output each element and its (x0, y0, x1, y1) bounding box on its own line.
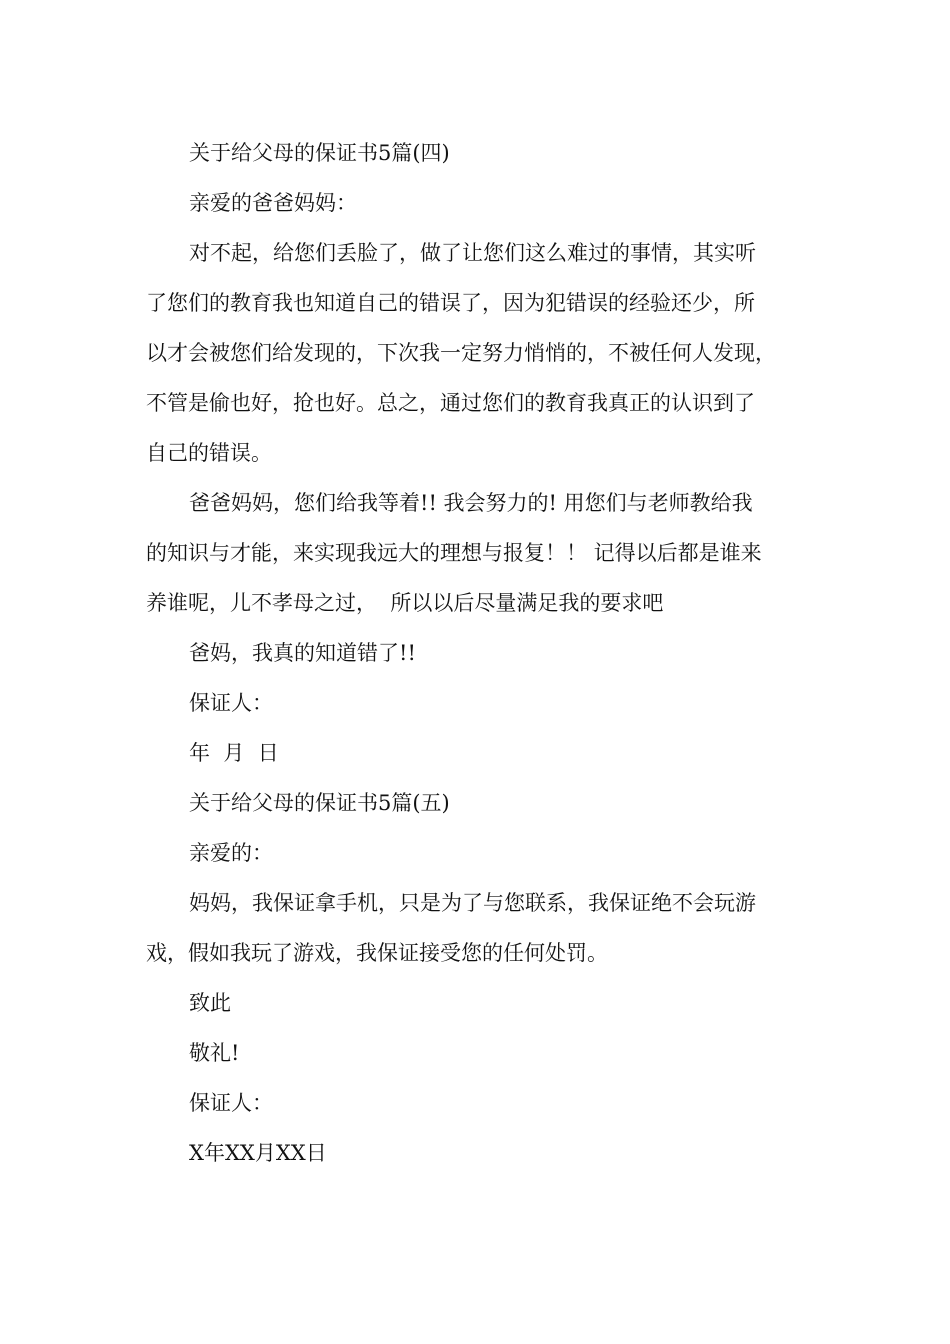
paragraph-line: 了您们的教育我也知道自己的错误了，因为犯错误的经验还少，所 (146, 291, 755, 315)
letter5-salutation: 亲爱的： (189, 841, 273, 865)
letter4-paragraph-2 (146, 478, 810, 628)
letter4-date: 年 月 日 (189, 741, 279, 765)
letter4-paragraph-1 (146, 228, 810, 478)
letter5-guarantor: 保证人： (189, 1091, 273, 1115)
letter4-paragraph-3: 爸妈，我真的知道错了!! (189, 641, 416, 665)
paragraph-line: 爸爸妈妈，您们给我等着!! 我会努力的! 用您们与老师教给我 (189, 491, 753, 515)
paragraph-line: 养谁呢，儿不孝母之过， 所以以后尽量满足我的要求吧 (146, 591, 664, 615)
letter4-title: 关于给父母的保证书5篇(四) (189, 141, 450, 165)
paragraph-line: 的知识与才能，来实现我远大的理想与报复！！ 记得以后都是谁来 (146, 541, 762, 565)
paragraph-line: 戏，假如我玩了游戏，我保证接受您的任何处罚。 (146, 941, 608, 965)
letter5-paragraph-1 (146, 878, 810, 978)
letter5-date: X年XX月XX日 (189, 1141, 327, 1165)
letter5-closing-1: 致此 (189, 991, 231, 1015)
paragraph-line: 自己的错误。 (146, 441, 272, 465)
letter4-salutation: 亲爱的爸爸妈妈： (189, 191, 357, 215)
paragraph-line: 不管是偷也好，抢也好。总之，通过您们的教育我真正的认识到了 (146, 391, 755, 415)
letter4-guarantor: 保证人： (189, 691, 273, 715)
paragraph-line: 以才会被您们给发现的，下次我一定努力悄悄的，不被任何人发现， (146, 341, 776, 365)
letter5-closing-2: 敬礼! (189, 1041, 240, 1065)
paragraph-line: 妈妈，我保证拿手机，只是为了与您联系，我保证绝不会玩游 (189, 891, 756, 915)
document-page (146, 128, 810, 1178)
letter5-title: 关于给父母的保证书5篇(五) (189, 791, 450, 815)
paragraph-line: 对不起，给您们丢脸了，做了让您们这么难过的事情，其实听 (189, 241, 756, 265)
